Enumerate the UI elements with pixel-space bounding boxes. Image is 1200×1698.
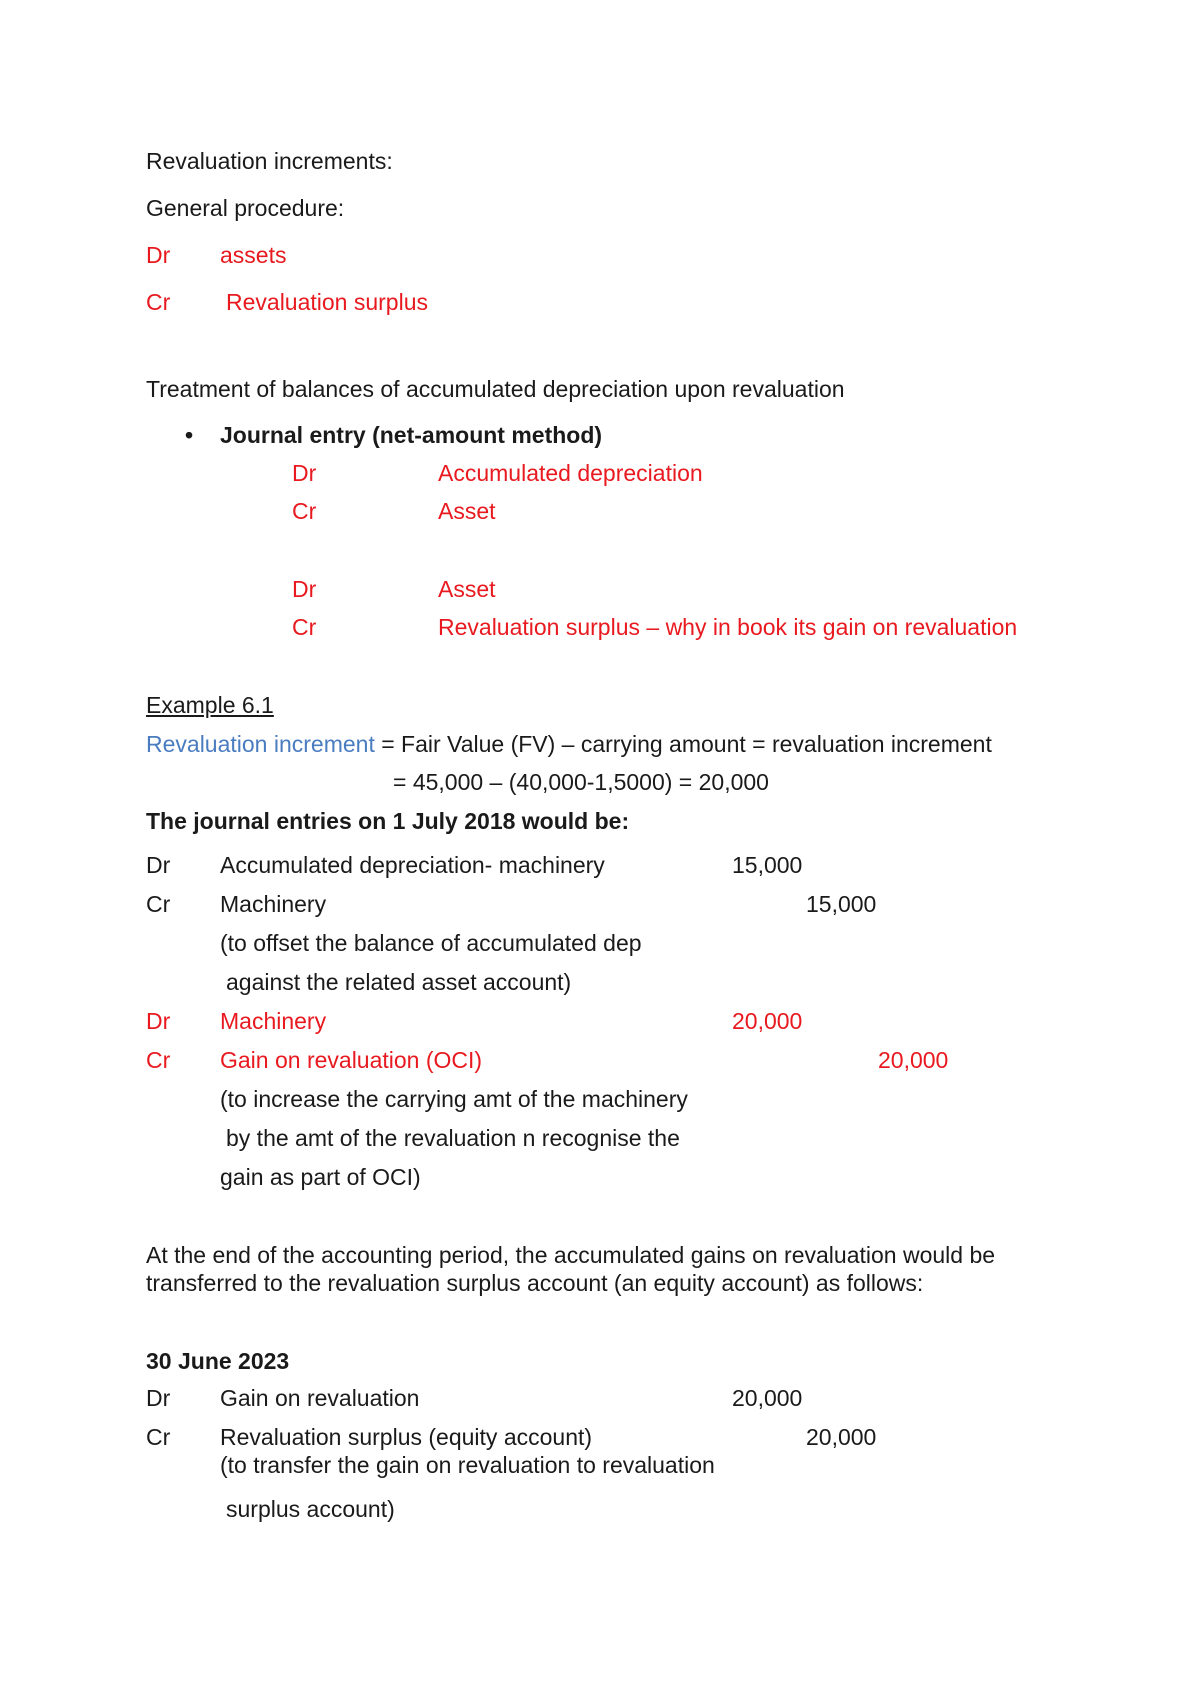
entry2-credit-label: Cr: [292, 614, 317, 640]
j2-debit-amount: 20,000: [732, 1008, 803, 1034]
j3-debit-label: Dr: [146, 1385, 171, 1411]
j3-credit-amount: 20,000: [806, 1424, 877, 1450]
entry1-credit-label: Cr: [292, 498, 317, 524]
j2-narration-line2: by the amt of the revaluation n recognise the: [226, 1125, 680, 1151]
intro-credit-label: Cr: [146, 289, 171, 315]
formula-definition: = Fair Value (FV) – carrying amount = revaluation increment: [374, 731, 992, 757]
j1-credit-account: Machinery: [220, 891, 327, 917]
j3-narration-line2: surplus account): [226, 1496, 395, 1522]
j1-debit-amount: 15,000: [732, 852, 803, 878]
j1-narration-line1: (to offset the balance of accumulated dep: [220, 930, 642, 956]
j3-debit-account: Gain on revaluation: [220, 1385, 420, 1411]
entry1-debit-label: Dr: [292, 460, 317, 486]
j2-debit-account: Machinery: [220, 1008, 327, 1034]
formula-term: Revaluation increment: [146, 731, 375, 757]
entry1-credit-account: Asset: [438, 498, 496, 524]
entry2-debit-account: Asset: [438, 576, 496, 602]
formula-calculation: = 45,000 – (40,000-1,5000) = 20,000: [393, 769, 769, 795]
treatment-heading: Treatment of balances of accumulated depreciation upon revaluation: [146, 376, 845, 402]
journal-entry-method-title: Journal entry (net-amount method): [220, 422, 603, 448]
j3-narration-line1: (to transfer the gain on revaluation to revaluation: [220, 1452, 715, 1478]
j2-narration-line3: gain as part of OCI): [220, 1164, 421, 1190]
entry2-debit-label: Dr: [292, 576, 317, 602]
j1-credit-label: Cr: [146, 891, 171, 917]
j2-narration-line1: (to increase the carrying amt of the machinery: [220, 1086, 688, 1112]
intro-debit-label: Dr: [146, 242, 171, 268]
closing-paragraph-line1: At the end of the accounting period, the accumulated gains on revaluation would be: [146, 1242, 996, 1268]
j1-credit-amount: 15,000: [806, 891, 877, 917]
closing-date: 30 June 2023: [146, 1348, 290, 1374]
j2-credit-account: Gain on revaluation (OCI): [220, 1047, 483, 1073]
example-title: Example 6.1: [146, 692, 274, 718]
journal-entries-heading: The journal entries on 1 July 2018 would be:: [146, 808, 630, 834]
section-heading-revaluation-increments: Revaluation increments:: [146, 148, 393, 174]
j2-credit-amount: 20,000: [878, 1047, 949, 1073]
j1-debit-account: Accumulated depreciation- machinery: [220, 852, 605, 878]
intro-debit-account: assets: [220, 242, 287, 268]
intro-credit-account: Revaluation surplus: [226, 289, 429, 315]
entry2-credit-account: Revaluation surplus – why in book its gain on revaluation: [438, 614, 1018, 640]
j2-debit-label: Dr: [146, 1008, 171, 1034]
j3-credit-label: Cr: [146, 1424, 171, 1450]
j1-debit-label: Dr: [146, 852, 171, 878]
j2-credit-label: Cr: [146, 1047, 171, 1073]
revaluation-formula: [146, 733, 992, 756]
general-procedure-label: General procedure:: [146, 195, 345, 221]
closing-paragraph-line2: transferred to the revaluation surplus account (an equity account) as follows:: [146, 1270, 924, 1296]
j1-narration-line2: against the related asset account): [226, 969, 572, 995]
j3-credit-account: Revaluation surplus (equity account): [220, 1424, 593, 1450]
entry1-debit-account: Accumulated depreciation: [438, 460, 703, 486]
j3-debit-amount: 20,000: [732, 1385, 803, 1411]
bullet-icon: •: [185, 422, 194, 448]
